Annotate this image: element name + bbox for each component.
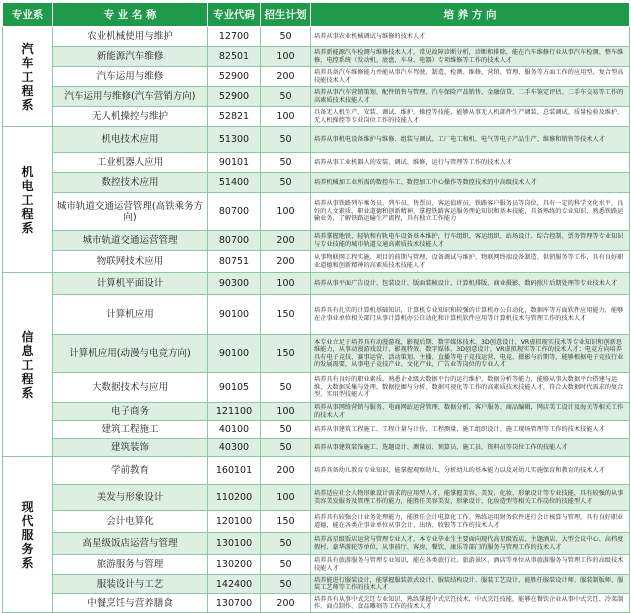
major-code: 52900 [208,87,261,107]
major-code: 51400 [208,173,261,193]
table-row [3,533,630,555]
enrollment-plan: 50 [261,533,311,555]
table-row [3,27,630,47]
major-name: 旅游服务与管理 [53,555,208,575]
major-code: 130700 [208,594,261,613]
header-dept: 专业系 [3,3,53,27]
table-row [3,295,630,335]
enrollment-plan: 50 [261,173,311,193]
training-direction: 从事物联网工程实施、项目的前期与管理、设备调试与维护、物联网终端设备制造、供销服务等工作，具有良好职业道德和创新精神的高素质技术技能人才 [311,251,630,273]
table-row [3,439,630,457]
enrollment-plan: 50 [261,87,311,107]
major-name: 学前教育 [53,457,208,485]
major-name: 汽车运用与维修 [53,67,208,87]
major-code: 160101 [208,457,261,485]
major-code: 40100 [208,421,261,439]
major-name: 农业机械使用与维护 [53,27,208,47]
training-direction: 培养从事网络营销与服务、电商网站运营管理、数据分析、客户服务、商品编辑，网店美工设计及海关等相关工作的技术人才 [311,403,630,421]
training-direction: 培养具有旅游服务与管理专业知识，能在各类旅行社、旅游景区、酒店等单位从事旅游服务与管理工作的高级技术技能人才 [311,555,630,575]
major-code: 110200 [208,485,261,511]
department-name: 机电工程系 [21,164,34,235]
major-code: 90100 [208,295,261,335]
training-direction: 培养具有良好的职业素质，熟悉企业级大数据平台的运行维护，数据分析等能力，能够从事大数据平台搭建与运维、大数据采集与处理、数据挖掘与分析、数据可视化等工作的高素质技术技能人才，符合大数据时代需求的复合型、实用型技能人才 [311,373,630,403]
table-row [3,457,630,485]
training-direction: 培养从事机电设备维护与维修、组装与调试、工厂电工和机、电气等电子产品生产、维修和销售等技术人才 [311,127,630,153]
major-code: 52900 [208,67,261,87]
enrollment-plan: 200 [261,67,311,87]
table-row [3,403,630,421]
enrollment-table-wrap [2,2,629,610]
header-row [3,3,630,27]
major-name: 计算机应用 [53,295,208,335]
major-code: 90105 [208,373,261,403]
major-name: 数控技术应用 [53,173,208,193]
table-row [3,47,630,67]
header-goal: 培 养 方 向 [311,3,630,27]
training-direction: 培养具备幼儿教育专业知识，能掌握观察幼儿、分析幼儿的基本能力以及对幼儿实施保育和教育的技术人才 [311,457,630,485]
enrollment-plan: 150 [261,511,311,533]
training-direction: 培养具有较强会计业务处理能力，能胜任会计电算化工作、熟练运用财务软件进行会计核算与管理，具有良好职业道德，能在各类企事业单位从事会计、出纳、收银等工作的技术人才 [311,511,630,533]
training-direction: 培养能进行服装设计，能掌握服装款式设计、服装结构设计、服装工艺设计，能胜任服装设计师、服装制版师、服装工艺师等工作的技术人才 [311,575,630,594]
table-row [3,193,630,231]
enrollment-plan: 50 [261,127,311,153]
major-name: 建筑装饰 [53,439,208,457]
major-name: 无人机操控与维护 [53,107,208,127]
major-code: 120100 [208,511,261,533]
major-code: 142400 [208,575,261,594]
table-row [3,594,630,613]
training-direction: 培养机械加工业所需的数控车工、数控加工中心操作等数控技术的中高级技术人才 [311,173,630,193]
enrollment-plan: 50 [261,555,311,575]
enrollment-plan: 50 [261,27,311,47]
table-row [3,555,630,575]
major-code: 130100 [208,533,261,555]
training-direction: 培养新能源汽车检测与维修技术人才，常见故障诊断分析，诊断和排除，能在汽车维修行业从事汽车检测、整车维修，电控系统（发动机、底盘、车身、电器）专项维修等工作的技术人才 [311,47,630,67]
enrollment-plan: 50 [261,153,311,173]
training-direction: 本专业立足于培养具有动漫游戏、影视后期、数字媒体技术、3D创意设计、VR虚拟现实技术等专业知识和创新思维能力，从事动漫游戏设计、影视特效、数字媒体、3D创意设计、VR虚拟现实等工作的技术人才；电竞方向培养具有电子竞技、赛事运营、活动策划、主播、直播等电子竞技运营、电竞、摄影与后期等，能够根据电子竞技行业的发展需要，从事电子竞技产业、文化产业、广告业等岗位的专业人才 [311,335,630,373]
major-code: 130200 [208,555,261,575]
major-name: 计算机平面设计 [53,273,208,295]
enrollment-plan: 200 [261,231,311,251]
training-direction: 培养适应社会人物形象设计需求的应用型人才，能掌握美容、美发、化妆、形象设计等专业技能，具有较强的从事美容美发服务及管理工作的能力，能胜任美容美发、形象设计、化妆造型等相关工作岗位的技能型人才 [311,485,630,511]
major-name: 汽车运用与维修(汽车营销方向) [53,87,208,107]
enrollment-plan: 50 [261,373,311,403]
major-code: 90101 [208,153,261,173]
table-row [3,127,630,153]
enrollment-plan: 50 [261,421,311,439]
major-code: 80700 [208,231,261,251]
department-name: 现代服务系 [21,499,34,570]
table-row [3,421,630,439]
major-code: 51300 [208,127,261,153]
enrollment-plan: 50 [261,575,311,594]
major-name: 计算机应用(动漫与电竞方向) [53,335,208,373]
major-code: 80700 [208,193,261,231]
department-cell [3,457,53,613]
major-code: 90100 [208,335,261,373]
training-direction: 培养从事建筑工程施工、工程计量与计价、工程测量、施工组织设计、施工现场管理等工作的技术技能人才 [311,421,630,439]
department-name: 信息工程系 [21,329,34,400]
training-direction: 培养从事工业机器人的安装、调试、维修、运行与管理等工作的技术人才 [311,153,630,173]
table-row [3,251,630,273]
major-code: 90300 [208,273,261,295]
training-direction: 培养从事平面广告设计、包装设计、版面装帧设计、计算机排版、商业摄影、数码照片后期处理等专业技术人才 [311,273,630,295]
enrollment-plan: 100 [261,273,311,295]
table-body [3,27,630,613]
table-row [3,67,630,87]
table-row [3,87,630,107]
department-name: 汽车工程系 [21,41,34,112]
training-direction: 培养具有扎实的计算机基础知识，计算机专业知识和较强的计算机办公自动化，数据库等方面软件应用能力，能够在企事业单位相关部门从事计算机办公自动化和计算机软件应用等计算机技术与管理工作的技术人才 [311,295,630,335]
training-direction: 培养具有从事中式烹饪专业知识，熟练掌握中式烹饪技术，中式烹饪技能，能够在餐饮企业从事中式烹饪、冷菜制作、面点制作、食品雕刻等工作的技术人才 [311,594,630,613]
enrollment-plan: 150 [261,335,311,373]
enrollment-plan: 100 [261,193,311,231]
training-direction: 培养具备汽车维修能力并能从事汽车驾驶、制造、检测、维修、营销、管理、服务等方面工作的应用型、复合型高技能技术人才 [311,67,630,87]
training-direction: 培养掌握地铁、轻轨和有轨电车设备基本维护，行车组织、客运组织、站场设计、综合控制、票务管理等专业知识与专业技能的城市轨道交通高素质技术技能人才 [311,231,630,251]
major-name: 中餐烹饪与营养膳食 [53,594,208,613]
table-row [3,173,630,193]
major-code: 121100 [208,403,261,421]
enrollment-plan: 50 [261,439,311,457]
major-name: 城市轨道交通运营管理 [53,231,208,251]
table-row [3,231,630,251]
table-row [3,373,630,403]
major-name: 高星级饭店运营与管理 [53,533,208,555]
major-name: 物联网技术应用 [53,251,208,273]
major-code: 52821 [208,107,261,127]
training-direction: 培养从事铁路列车乘务员、列车员、售票员、客运值班员、铁路客户服务员等岗位，具有一定的科学文化水平，良好的人文素质，职业道德和创新精神，掌握铁路客运服务理论知识和基本技能，具备熟练的专业知识，熟悉铁路运输业务，了解铁路运输生产流程，具有独立工作能力 [311,193,630,231]
major-name: 服装设计与工艺 [53,575,208,594]
major-code: 80751 [208,251,261,273]
major-code: 40300 [208,439,261,457]
department-cell [3,273,53,457]
enrollment-table [2,2,630,613]
header-major: 专 业 名 称 [53,3,208,27]
training-direction: 具备无人机生产、安装、调试、维护、操控等技能，能够从事无人机部件生产调装、总装调试、质量检验及维护，无人机操控等专业岗位工作的技能人才 [311,107,630,127]
table-row [3,273,630,295]
enrollment-plan: 150 [261,295,311,335]
enrollment-plan: 200 [261,251,311,273]
major-name: 城市轨道交通运营管理(高铁乘务方向) [53,193,208,231]
enrollment-plan: 100 [261,47,311,67]
table-row [3,153,630,173]
training-direction: 培养从事汽车营销策划、配件销售与管理、汽车保险产品销售、金融信贷、二手车鉴定评估、二手车交易等工作的高素质技术技能人才 [311,87,630,107]
training-direction: 培养高星级饭店运营与管理专业人才，本专业毕业生主要面向现代高星级饭店、主题酒店、大型会议中心、高档度假村、豪华游轮等单位，从事前厅、客房、餐饮、康乐等部门的服务与管理工作的技术人才 [311,533,630,555]
header-plan: 招生计划 [261,3,311,27]
major-name: 建筑工程施工 [53,421,208,439]
major-name: 工业机器人应用 [53,153,208,173]
major-name: 大数据技术与应用 [53,373,208,403]
table-row [3,335,630,373]
major-name: 电子商务 [53,403,208,421]
enrollment-plan: 100 [261,485,311,511]
department-cell [3,27,53,127]
training-direction: 培养从事建筑装饰施工、选题设计、测量员、预算员、施工员、资料员等岗位工作的技能人才 [311,439,630,457]
enrollment-plan: 200 [261,457,311,485]
header-code: 专业代码 [208,3,261,27]
major-name: 机电技术应用 [53,127,208,153]
table-row [3,485,630,511]
enrollment-plan: 200 [261,594,311,613]
table-row [3,575,630,594]
major-name: 会计电算化 [53,511,208,533]
major-name: 新能源汽车维修 [53,47,208,67]
table-row [3,107,630,127]
training-direction: 培养从事农业机械调试与维修的技术人才 [311,27,630,47]
major-code: 82501 [208,47,261,67]
enrollment-plan: 100 [261,403,311,421]
major-code: 12700 [208,27,261,47]
enrollment-plan: 100 [261,107,311,127]
major-name: 美发与形象设计 [53,485,208,511]
department-cell [3,127,53,273]
